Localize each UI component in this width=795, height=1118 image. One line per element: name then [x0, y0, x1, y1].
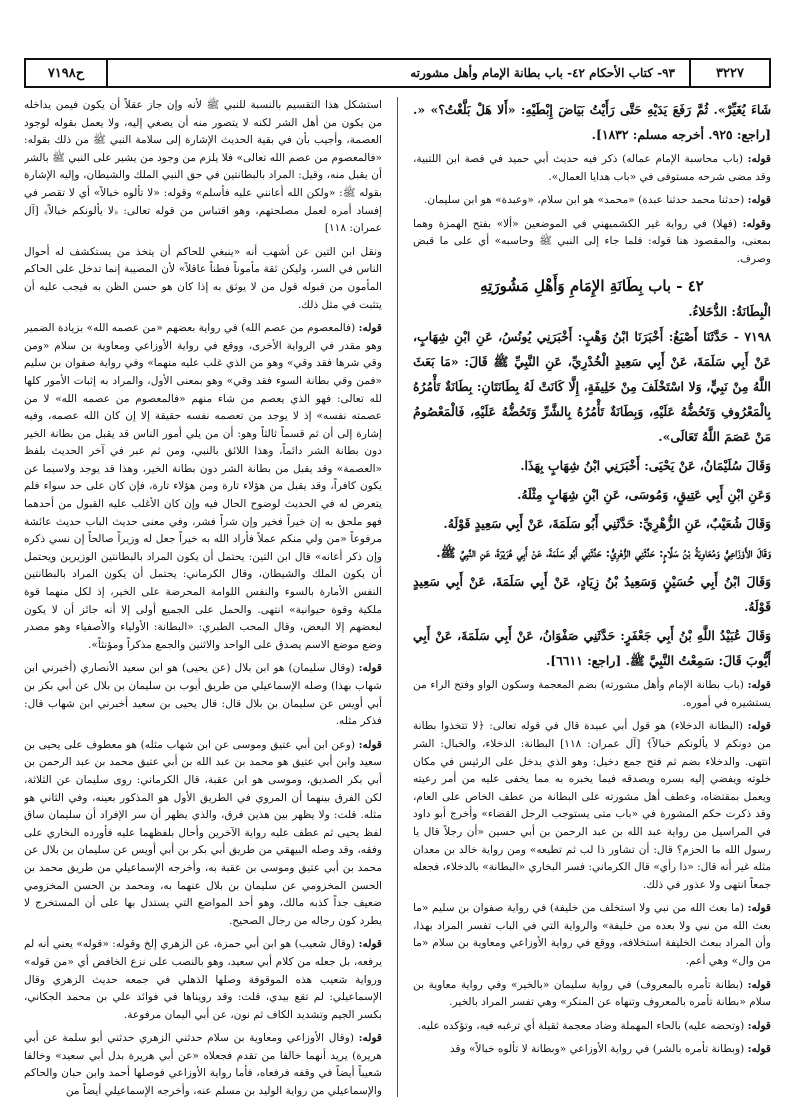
qawluhu-label: وقوله:	[742, 217, 771, 230]
qawluhu-label: قوله:	[747, 679, 771, 692]
chapter-gloss: الْبِطَانَةُ: الدُّخَلاءُ.	[688, 303, 771, 319]
commentary-paragraph	[24, 936, 382, 1024]
commentary-text: (وقال سليمان) هو ابن بلال (عن يحيى) هو ابن سعيد الأنصاري (أخبرني ابن شهاب بهذا) وصله الإسماعيلي من طريق أيوب بن سليمان بن بلال عن أبي بكر بن أبي أويس عن سليمان بن بلال قال: قال يحيى بن سعيد أخبرني ابن شهاب قال: فذكر مثله.	[24, 662, 382, 728]
left-column	[24, 97, 382, 1097]
hadith-reference: ح٧١٩٨	[26, 60, 108, 86]
commentary-paragraph	[24, 737, 382, 931]
qawluhu-label: قوله:	[358, 662, 382, 675]
isnad-line: وَقَالَ شُعَيْبٌ، عَنِ الزُّهْرِيِّ: حَدَّثَنِي أَبُو سَلَمَةَ، عَنْ أَبِي سَعِيدٍ قَوْلَهُ.	[443, 516, 771, 532]
commentary-text: (باب بطانة الإمام وأهل مشورته) بضم المعجمة وسكون الواو وفتح الراء من يستشيره في أموره.	[413, 679, 771, 709]
page-number: ٣٢٢٧	[689, 60, 769, 86]
qawluhu-label: قوله:	[358, 938, 382, 951]
commentary-paragraph	[413, 718, 771, 894]
commentary-paragraph	[24, 1030, 382, 1097]
qawluhu-label: قوله:	[358, 738, 382, 751]
qawluhu-label: قوله:	[747, 1019, 771, 1032]
hadith-tail: شَاءَ يُغَيِّرْ». ثُمَّ رَفَعَ يَدَيْهِ حَتَّى رَأَيْتُ بَيَاضَ إِبْطَيْهِ: «أَلا هَلْ بَلَّغْتُ؟» «. [راجع: ٩٢٥. أخرجه مسلم: ١٨٣٢].	[413, 102, 771, 142]
qawluhu-label: قوله:	[747, 978, 771, 991]
isnad-line: وَقَالَ الأَوْزَاعِيُّ وَمُعَاوِيَةُ بْنُ سَلَّامٍ: حَدَّثَنِي الزُّهْرِيُّ: حَدَّثَنِي أَبُو سَلَمَةَ، عَنْ أَبِي هُرَيْرَةَ، عَنِ النَّبِيِّ ﷺ.	[436, 545, 771, 561]
commentary-paragraph	[413, 977, 771, 1012]
qawluhu-label: قوله:	[747, 1043, 771, 1056]
commentary-paragraph: ونقل ابن التين عن أشهب أنه «ينبغي للحاكم أن يتخذ من يستكشف له أحوال الناس في السر، وليكن ثقة مأموناً فطناً عاقلاً» لأن المصيبة إنما تدخل على الحاكم المأمون من قبوله قول من لا يوثق به إذا كان هو حسن الظن به فيجب عليه أن يتثبت في مثل ذلك.	[24, 245, 382, 311]
commentary-text: (وقال شعيب) هو ابن أبي حمزة، عن الزهري إلخ وقوله: «قوله» يعني أنه لم يرفعه، بل جعله من كلام أبي سعيد، وهو بالنصب على نزع الخافض أي «من قوله» ورواية شعيب هذه الموقوفة وصلها الذهلي في جمعه حديث الزهري وقال الإسماعيلي: لم تقع بيدي، قلت: وقد رويناها في فوائد علي بن محمد الجكاني، بكسر الجيم وتشديد الكاف ثم نون، عن أبي اليمان مرفوعة.	[24, 938, 382, 1021]
commentary-paragraph	[413, 1041, 771, 1059]
isnad-line: وَقَالَ ابْنُ أَبِي حُسَيْنٍ وَسَعِيدُ بْنُ زِيَادٍ، عَنْ أَبِي سَلَمَةَ، عَنْ أَبِي سَعِيدٍ قَوْلَهُ.	[413, 574, 771, 615]
hadith-text: ٧١٩٨ - حَدَّثَنَا أَصْبَغُ: أَخْبَرَنَا ابْنُ وَهْبٍ: أَخْبَرَنِي يُونُسُ، عَنِ ابْنِ شِهَابٍ، عَنْ أَبِي سَلَمَةَ، عَنْ أَبِي سَعِيدٍ الْخُدْرِيِّ، عَنِ النَّبِيِّ ﷺ قَالَ: «مَا بَعَثَ اللَّهُ مِنْ نَبِيٍّ، وَلا اسْتَخْلَفَ مِنْ خَلِيفَةٍ، إِلَّا كَانَتْ لَهُ بِطَانَتَانِ: بِطَانَةٌ تَأْمُرُهُ بِالْمَعْرُوفِ وَتَحُضُّهُ عَلَيْهِ، وَبِطَانَةٌ تَأْمُرُهُ بِالشَّرِّ وَتَحُضُّهُ عَلَيْهِ، فَالْمَعْصُومُ مَنْ عَصَمَ اللَّهُ تَعَالَى».	[413, 329, 771, 445]
commentary-paragraph	[24, 320, 382, 654]
commentary-paragraph	[24, 660, 382, 730]
isnad-line: وَقَالَ عُبَيْدُ اللَّهِ بْنُ أَبِي جَعْفَرٍ: حَدَّثَنِي صَفْوَانُ، عَنْ أَبِي سَلَمَةَ، عَنْ أَبِي أَيُّوبَ قَالَ: سَمِعْتُ النَّبِيَّ ﷺ. [راجع: ٦٦١١].	[413, 628, 771, 669]
qawluhu-label: قوله:	[747, 153, 771, 165]
isnad-line: وَعَنِ ابْنِ أَبِي عَتِيقٍ، وَمُوسَى، عَنِ ابْنِ شِهَابٍ مِثْلَهُ.	[517, 487, 771, 503]
column-divider	[397, 97, 398, 1097]
commentary-text: (حدثنا محمد حدثنا عبدة) «محمد» هو ابن سلام، «وعبدة» هو ابن سليمان.	[424, 194, 745, 207]
commentary-text: (وتحضه عليه) بالحاء المهملة وضاد معجمة ثقيلة أي ترغبه فيه، وتؤكده عليه.	[417, 1019, 745, 1032]
commentary-text: (البطانة الدخلاء) هو قول أبي عبيدة قال في قوله تعالى: ﴿لا تتخذوا بطانة من دونكم لا يألونكم خبالاً﴾ [آل عمران: ١١٨] البطانة: الدخلاء، والخبال: الشر انتهى. والدخلاء بضم ثم فتح جمع دخيل: وهو الذي يدخل على الرئيس في مكان خلوته ويفضي إليه بسره ويصدقه فيما يخبره به مما يخفى عليه من أمر رعيته ويعمل بمقتضاه، وعطف أهل مشورته على البطانة من عطف الخاص على العام، وقد ذكرت حكم المشورة في «باب متى يستوجب الرجل القضاء» وأخرج أبو داود في المراسيل من رواية عبد الله بن عبد الرحمن بن أبي حسين «أن رجلاً قال يا رسول الله ما الحزم؟ قال: أن تشاور ذا لب ثم تطيعه» ومن رواية خالد بن معدان مثله غير أنه قال: «ذا رأي» قال الكرماني: فسر البخاري «البطانة» بالدخلاء، فجعله جمعاً انتهى ولا عذور في ذلك.	[413, 720, 771, 891]
commentary-text: (وبطانة تأمره بالشر) في رواية الأوزاعي «وبطانة لا تألوه خبالاً» وقد	[449, 1043, 745, 1056]
commentary-paragraph	[413, 677, 771, 712]
commentary-text: (باب محاسبة الإمام عماله) ذكر فيه حديث أبي حميد في قصة ابن اللتبية، وقد مضى شرحه مستوفى في «باب هدايا العمال».	[413, 153, 771, 183]
commentary-text: (فالمعصوم من عصم الله) في رواية بعضهم «من عصمه الله» بزيادة الضمير وهو مقدر في الرواية الأخرى، ووقع في رواية الأوزاعي ومعاوية بن سلام «ومن وقي شرها فقد وقي» وهو من الذي غلب عليه منهما» وفي رواية صفوان بن سليم «فمن وقي بطانة السوء فقد وقي» وهو بمعنى الأول، والمراد به إثبات الأمور كلها لله تعالى: فهو الذي يعصم من شاء منهم «فالمعصوم من عصمه الله» لا من عصمته نفسه» إذ لا يوجد من تعصمه نفسه حقيقة إلا إن كان الله عصمه، وفيه إشارة إلى أن ثم قسماً ثالثاً وهو: أن من يلي أمور الناس قد يقبل من بطانة الخير دون بطانة الشر دائماً، وهذا اللائق بالنبي، ومن ثم عبر في آخر الحديث بلفظ «العصمة» وقد يقبل من بطانة الشر دون بطانة الخير، وهذا قد يوجد ولاسيما عن يكون كافراً، وقد يقبل من هؤلاء تارة ومن هؤلاء تارة، فإن كان على حد سواء فلم يتعرض له في الحديث لوضوح الحال فيه وإن كان الأغلب عليه القبول من أحدهما فهو ملحق به إن خيراً فخير وإن شراً فشر، وفي معنى حديث الباب حديث عائشة مرفوعاً «من ولي منكم عملاً فأراد الله به خيراً جعل له وزيراً صالحاً إن نسي ذكره وإن ذكر أعانه» قال ابن التين: يحتمل أن يكون المراد بالبطانتين الوزيرين ويحتمل أن يكون الملك والشيطان، وقال الكرماني: يحتمل أن يكون المراد بالبطانتين النفس الأمارة بالسوء والنفس اللوامة المحرضة على الخير، إذ لكل منهما قوة ملكية وقوة حيوانية» انتهى. والحمل على الجميع أولى إلا أنه جائز أن لا يكون لبعضهم إلا البعض، وقال المحب الطبري: «البطانة: الأولياء والأصفياء وهو مصدر وضع موضع الاسم يصدق على الواحد والاثنين والجمع مذكراً ومؤنثاً».	[24, 322, 382, 651]
running-header	[24, 58, 771, 88]
commentary-text: (وعن ابن أبي عتيق وموسى عن ابن شهاب مثله) هو معطوف على يحيى بن سعيد وابن أبي عتيق هو محمد بن عبد الله بن أبي عتيق محمد بن عبد الرحمن بن أبي بكر الصديق، وموسى هو ابن عقبة، قال الكرماني: روى سليمان عن الثلاثة، لكن الفرق بينهما أن المروي في الطريق الأول هو المذكور بعينه، وفي الثاني هو مثله. قلت: ولا يظهر بين هذين فرق، والذي يظهر أن سر الإفراد أن سليمان ساق لفظ يحيى ثم عطف عليه رواية الآخرين وأحال بلفظهما عليه فأورده البخاري على وفقه، وقد وصله البيهقي من طريق أبي بكر بن أبي أويس عن سليمان بن بلال عن محمد بن أبي عتيق وموسى بن عقبة به، وأخرجه الإسماعيلي من طريق محمد بن الحسن المخزومي عن سليمان بن بلال عنهما به، ومحمد بن الحسن المخزومي ضعيف جداً كذبه مالك، وهو أحد المواضع التي يستدل بها على أن المستخرج لا يطرد كون رجاله من رجال الصحيح.	[24, 738, 382, 927]
commentary-paragraph	[413, 900, 771, 970]
running-title: ٩٣- كتاب الأحكام ٤٢- باب بطانة الإمام وأهل مشورته	[410, 66, 675, 80]
commentary-text: (فهلا) في رواية غير الكشميهني في الموضعين «ألا» بفتح الهمزة وهما بمعنى، والمقصود هنا قوله: فلما جاء إلى النبي ﷺ وحاسبه» أي على ما قبض وصرف.	[413, 217, 771, 265]
qawluhu-label: قوله:	[747, 902, 771, 915]
commentary-text: (وقال الأوزاعي ومعاوية بن سلام حدثني الزهري حدثني أبو سلمة عن أبي هريرة) يريد أنهما خالفا من تقدم فجعلاه «عن أبي هريرة بدل أبي سعيد» وخالفا شعيباً أيضاً في وقفه فرفعاه، فأما رواية الأوزاعي فوصلها أحمد وابن حبان والحاكم والإسماعيلي من رواية الوليد بن مسلم عنه، وأخرجه الإسماعيلي أيضاً من	[24, 1032, 382, 1097]
commentary-paragraph	[413, 192, 771, 210]
commentary-paragraph	[413, 1018, 771, 1036]
commentary-paragraph	[413, 151, 771, 186]
qawluhu-label: قوله:	[358, 322, 382, 335]
qawluhu-label: قوله:	[747, 720, 771, 733]
commentary-paragraph: استشكل هذا التقسيم بالنسبة للنبي ﷺ لأنه وإن جاز عقلاً أن يكون فيمن يداخله من يكون من أهل الشر لكنه لا يتصور منه أن يصغي إليه، ولا يعمل بقوله لوجود العصمة، وأجيب بأن في بقية الحديث الإشارة إلى سلامة النبي ﷺ من ذلك بقوله: «فالمعصوم من عصم الله تعالى» فلا يلزم من وجود من يشير على النبي ﷺ بالشر أن يقبل منه، وقيل: المراد بالبطانتين في حق النبي الملك والشيطان، وإليه الإشارة بقوله ﷺ: «ولكن الله أعانني عليه فأسلم» وقوله: «لا تألوه خبالاً» أي لا تقصر في إفساد أمره لعمل مصلحتهم، وهو اقتباس من قوله تعالى: ﴿لا يألونكم خبالاً﴾ [آل عمران: ١١٨]	[24, 99, 382, 235]
qawluhu-label: قوله:	[747, 194, 771, 207]
commentary-text: (ما بعث الله من نبي ولا استخلف من خليفة) في رواية صفوان بن سليم «ما بعث الله من نبي ولا بعده من خليفة» والرواية التي في الباب تفسر المراد بهذا، وأن المراد ببعث الخليفة استخلافه، ووقع في رواية الأوزاعي ومعاوية بن سلام «ما من وال» وهي أعم.	[413, 902, 771, 968]
right-column	[413, 97, 771, 1097]
commentary-paragraph	[413, 216, 771, 269]
isnad-line: وَقَالَ سُلَيْمَانُ، عَنْ يَحْيَى: أَخْبَرَنِي ابْنُ شِهَابٍ بِهَذَا.	[520, 458, 771, 474]
qawluhu-label: قوله:	[358, 1032, 382, 1045]
commentary-text: (بطانة تأمره بالمعروف) في رواية سليمان «بالخير» وفي رواية معاوية بن سلام «بطانة تأمره بالمعروف وتنهاه عن المنكر» وهي تفسر المراد بالخير.	[413, 978, 771, 1009]
chapter-title: ٤٢ - باب بِطَانَةِ الإِمَامِ وَأَهْلِ مَشُورَتِهِ	[480, 276, 704, 295]
